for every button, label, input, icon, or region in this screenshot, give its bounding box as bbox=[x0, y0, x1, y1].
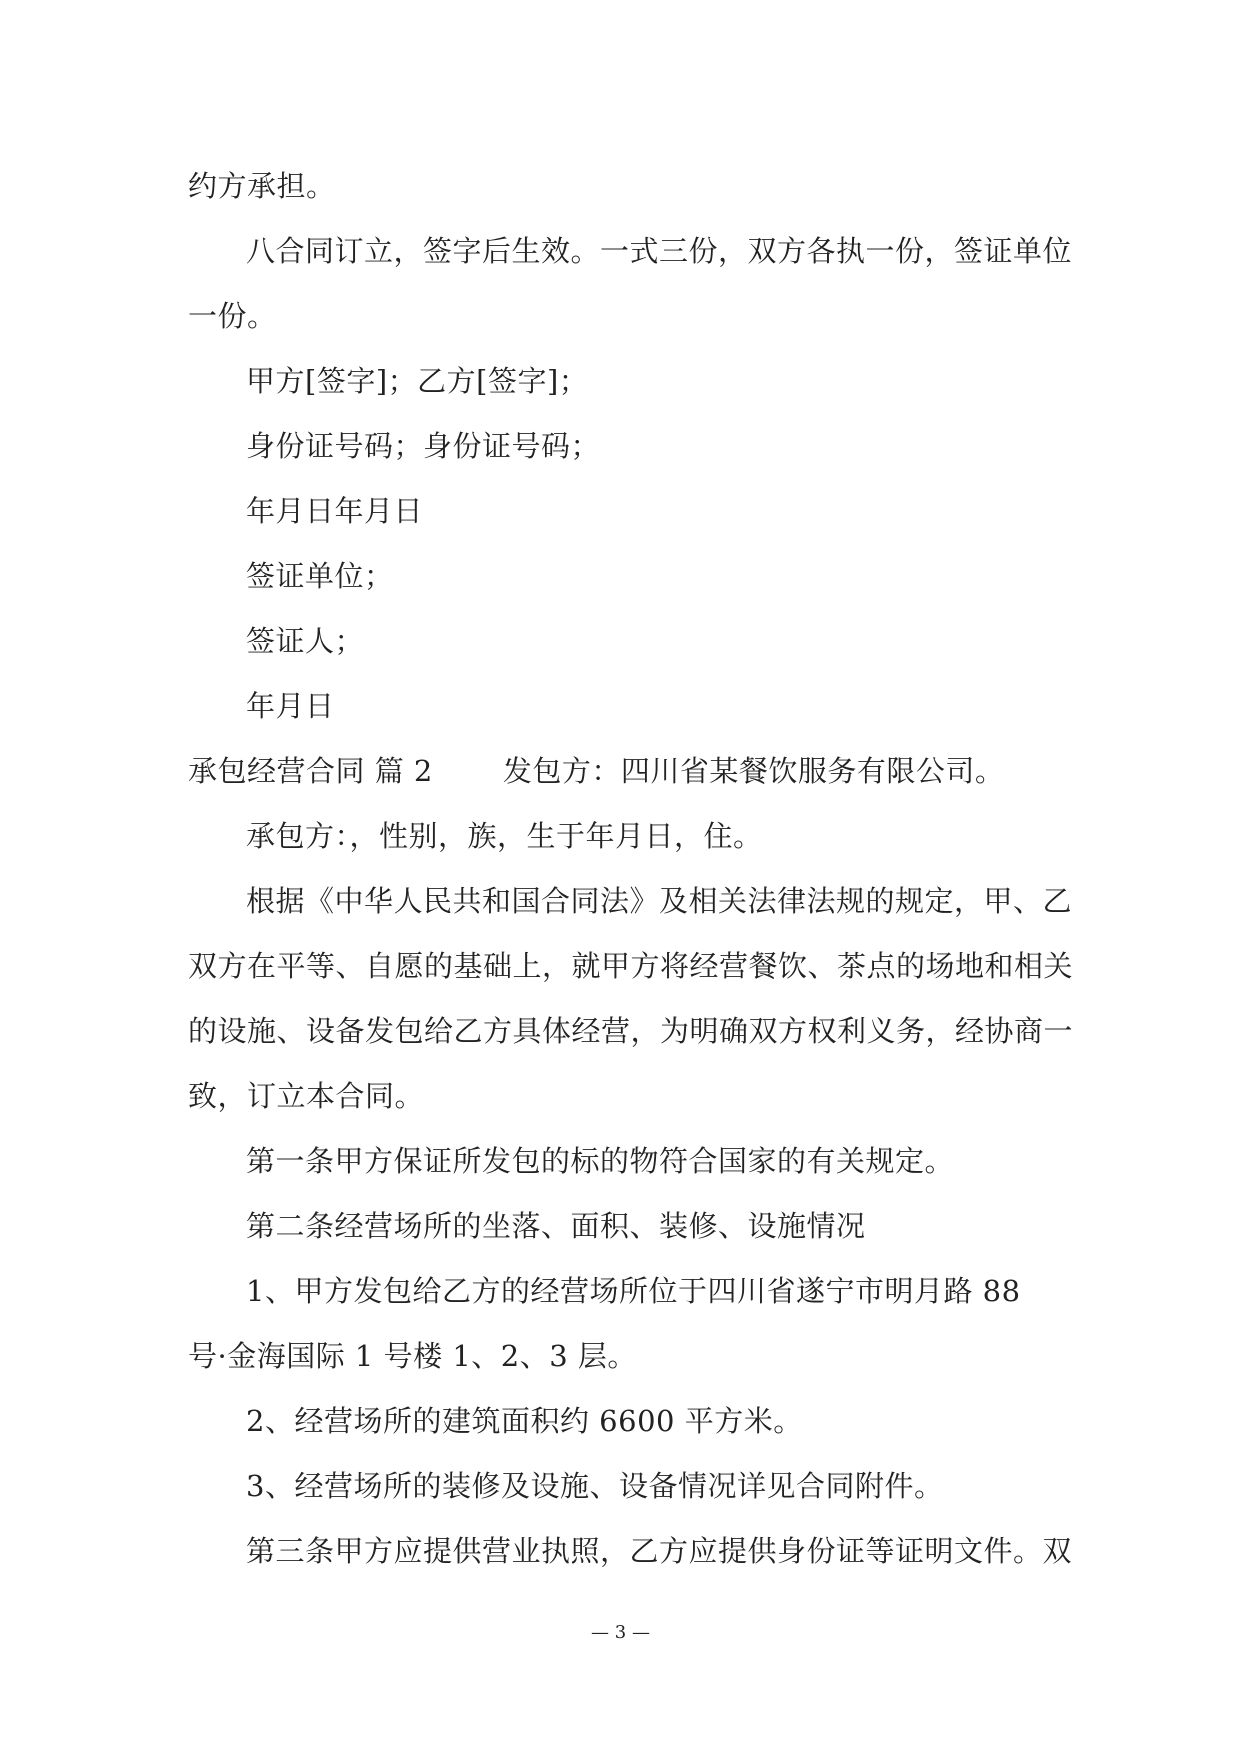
article-line: 第三条甲方应提供营业执照，乙方应提供身份证等证明文件。双 bbox=[246, 1534, 1073, 1568]
contractor-line: 发包方：四川省某餐饮服务有限公司。 bbox=[502, 754, 1005, 788]
visa-person-line: 签证人； bbox=[246, 624, 365, 658]
article-line: 第一条甲方保证所发包的标的物符合国家的有关规定。 bbox=[246, 1144, 955, 1178]
text-line: 1、甲方发包给乙方的经营场所位于四川省遂宁市明月路 88 bbox=[246, 1274, 1021, 1308]
article-line: 第二条经营场所的坐落、面积、装修、设施情况 bbox=[246, 1209, 866, 1243]
document-body bbox=[188, 154, 1074, 1584]
text-line: 一份。 bbox=[188, 299, 277, 333]
text-line: 的设施、设备发包给乙方具体经营，为明确双方权利义务，经协商一 bbox=[188, 1014, 1074, 1048]
text-line: 号·金海国际 1 号楼 1、2、3 层。 bbox=[188, 1339, 637, 1373]
visa-unit-line: 签证单位； bbox=[246, 559, 394, 593]
text-line: 承包方：，性别，族，生于年月日，住。 bbox=[246, 819, 763, 853]
section-heading-row bbox=[188, 739, 1064, 804]
text-line: 约方承担。 bbox=[188, 169, 336, 203]
text-line: 致，订立本合同。 bbox=[188, 1079, 425, 1113]
text-line: 八合同订立，签字后生效。一式三份，双方各执一份，签证单位 bbox=[246, 234, 1073, 268]
text-line: 根据《中华人民共和国合同法》及相关法律法规的规定，甲、乙 bbox=[246, 884, 1073, 918]
date-line: 年月日年月日 bbox=[246, 494, 424, 528]
page-number: — 3 — bbox=[591, 1622, 650, 1643]
id-number-line: 身份证号码；身份证号码； bbox=[246, 429, 601, 463]
signature-line: 甲方[签字]；乙方[签字]； bbox=[246, 364, 589, 398]
text-line: 2、经营场所的建筑面积约 6600 平方米。 bbox=[246, 1404, 803, 1438]
text-line: 3、经营场所的装修及设施、设备情况详见合同附件。 bbox=[246, 1469, 944, 1503]
date-line: 年月日 bbox=[246, 689, 335, 723]
section-heading: 承包经营合同 篇 2 bbox=[188, 754, 433, 788]
text-line: 双方在平等、自愿的基础上，就甲方将经营餐饮、茶点的场地和相关 bbox=[188, 949, 1074, 983]
